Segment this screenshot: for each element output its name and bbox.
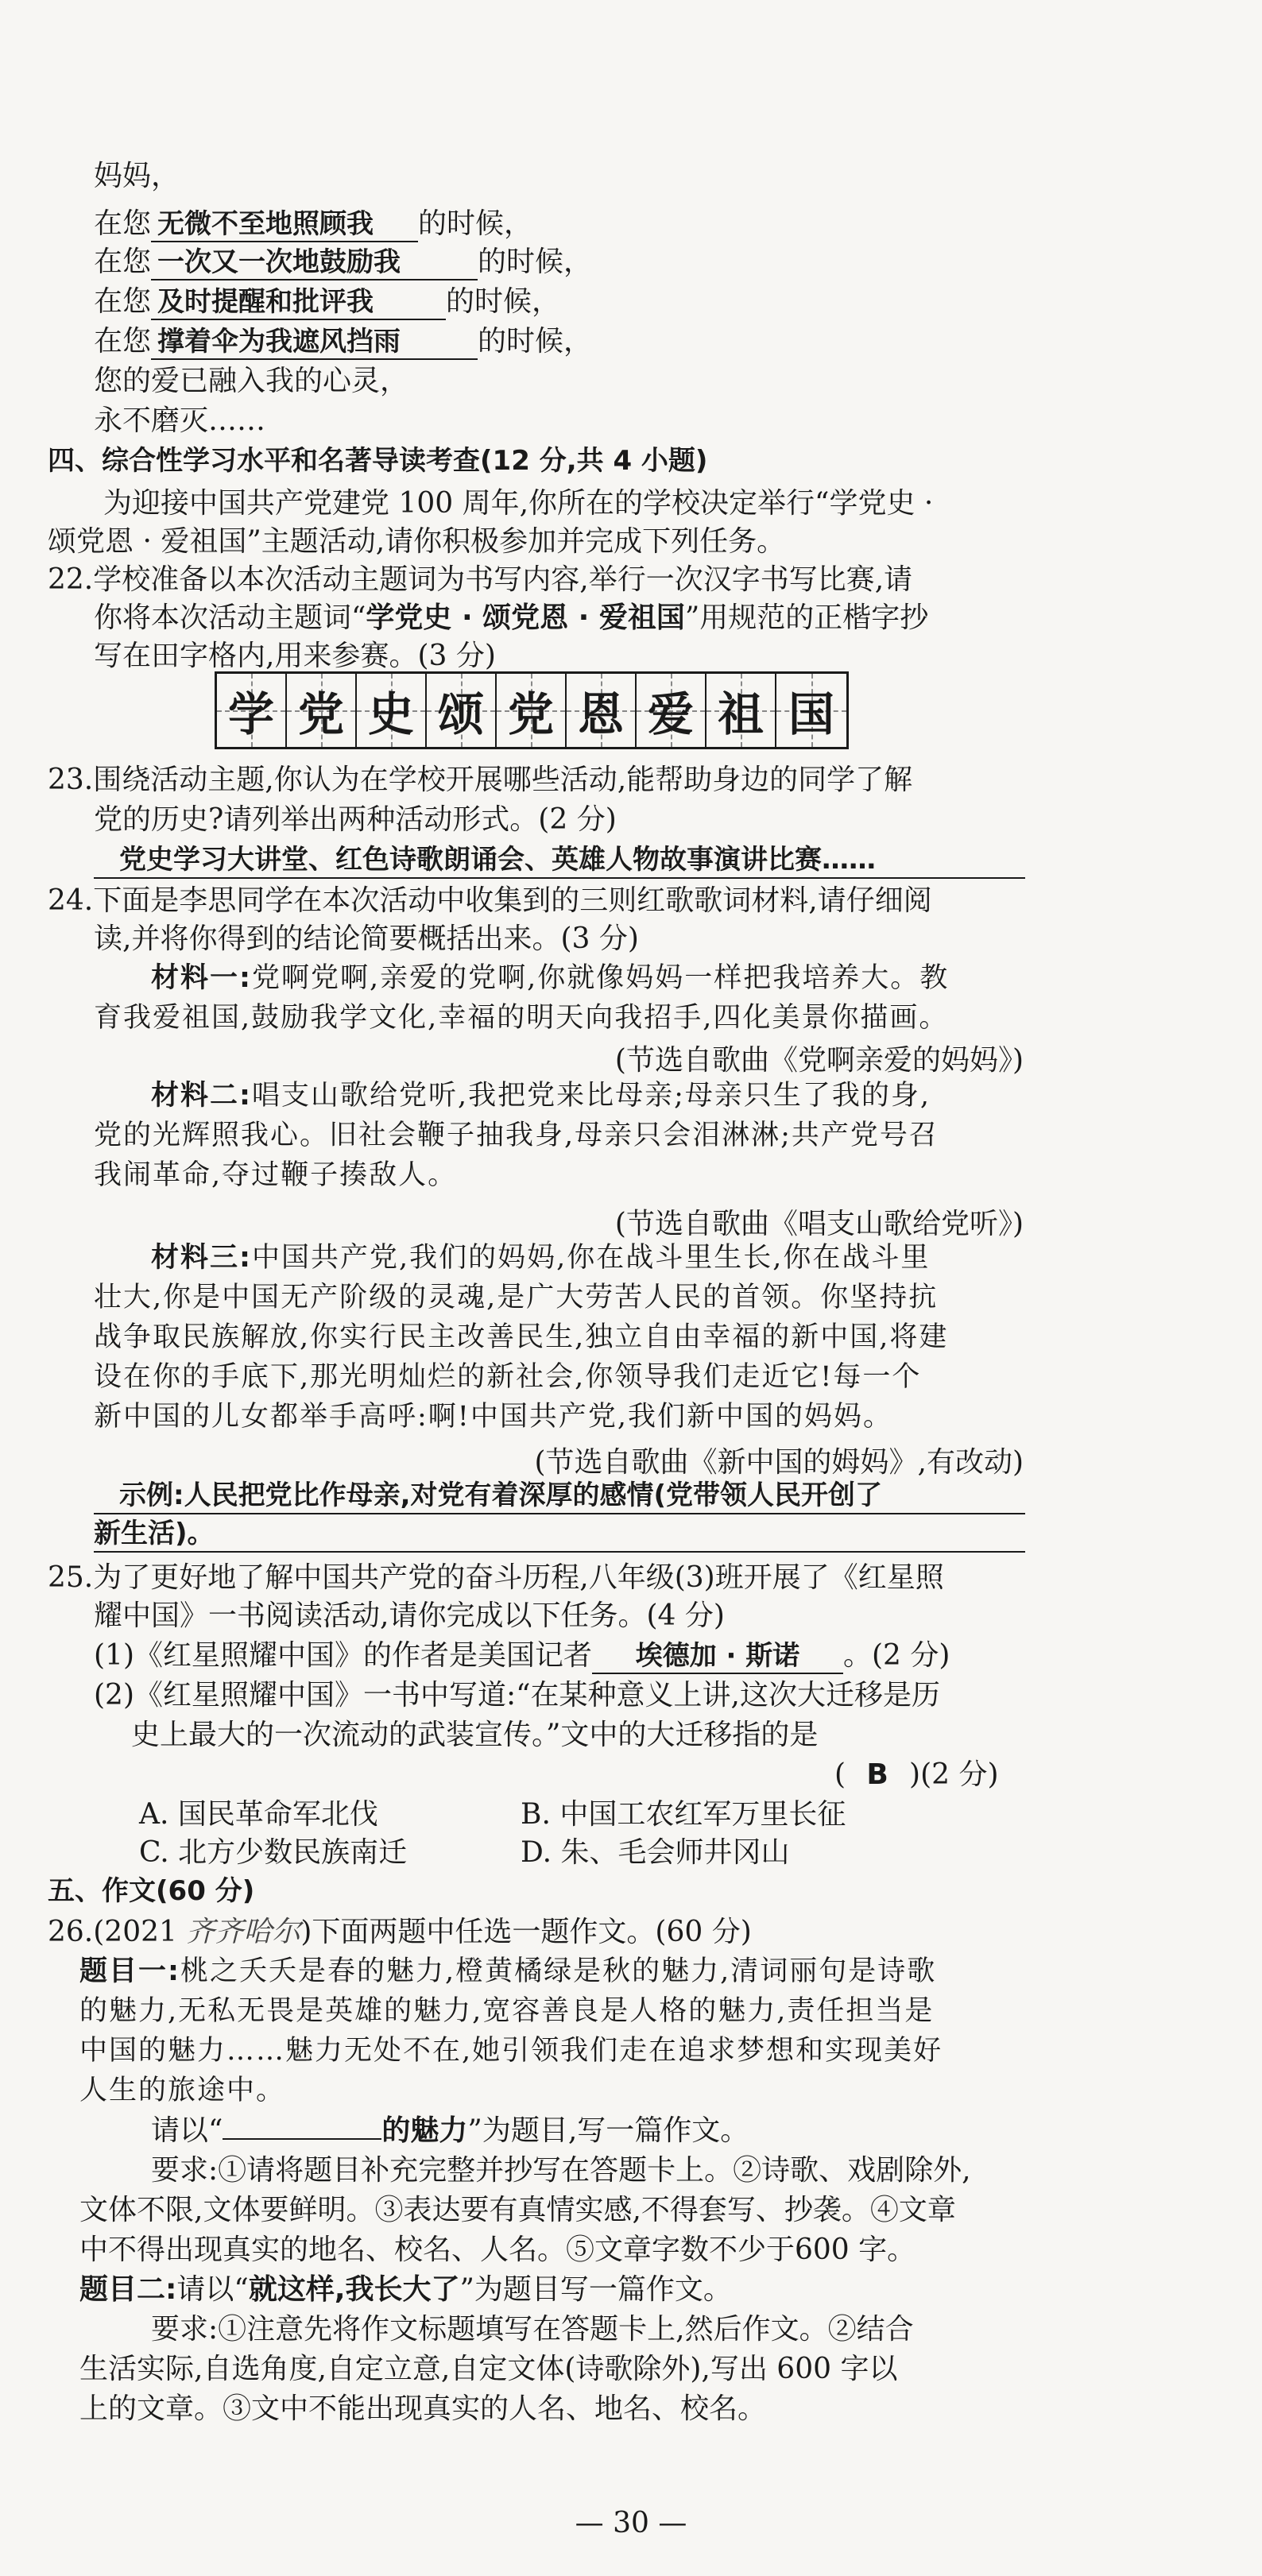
grid-cell: 党 — [497, 674, 567, 747]
question-text: 耀中国》一书阅读活动,请你完成以下任务。(4 分) — [94, 1599, 725, 1632]
option-d: D. 朱、毛会师井冈山 — [521, 1836, 790, 1869]
essay-requirements: 文体不限,文体要鲜明。③表达要有真情实感,不得套写、抄袭。④文章 — [79, 2194, 956, 2226]
essay-requirements: 中不得出现真实的地名、校名、人名。⑤文章字数不少于600 字。 — [79, 2234, 916, 2266]
material-1: 材料一:党啊党啊,亲爱的党啊,你就像妈妈一样把我培养大。教 — [151, 962, 950, 994]
poem-line: 妈妈， — [94, 160, 180, 192]
material-source: (节选自歌曲《新中国的姆妈》,有改动) — [534, 1446, 1024, 1479]
essay-requirements: 要求:①注意先将作文标题填写在答题卡上,然后作文。②结合 — [151, 2313, 914, 2346]
material-text: 育我爱祖国,鼓励我学文化,幸福的明天向我招手,四化美景你描画。 — [94, 1002, 949, 1034]
answer-blank: 及时提醒和批评我 — [151, 286, 446, 320]
poem-line: 在您 一次又一次地鼓励我 的时候， — [94, 245, 592, 280]
tianzige-grid — [215, 671, 849, 749]
grid-cell: 国 — [776, 674, 846, 747]
material-source: (节选自歌曲《唱支山歌给党听》) — [614, 1208, 1024, 1240]
essay-text: 人生的旅途中。 — [79, 2075, 286, 2106]
page-number: — 30 — — [575, 2507, 687, 2539]
poem-line: 永不磨灭…… — [94, 404, 266, 437]
material-3: 材料三:中国共产党,我们的妈妈,你在战斗里生长,你在战斗里 — [151, 1242, 931, 1274]
question-text: 写在田字格内,用来参赛。(3 分) — [94, 640, 496, 672]
question-text: 读,并将你得到的结论简要概括出来。(3 分) — [94, 922, 639, 955]
answer-text: 党史学习大讲堂、红色诗歌朗诵会、英雄人物故事演讲比赛…… — [119, 844, 876, 876]
question-text: 党的历史?请列举出两种活动形式。(2 分) — [94, 803, 617, 836]
grid-cell: 学 — [217, 674, 287, 747]
choice-answer: ( B )(2 分) — [834, 1758, 999, 1791]
grid-cell: 颂 — [427, 674, 497, 747]
answer-blank: 无微不至地照顾我 — [151, 208, 418, 242]
grid-cell: 祖 — [706, 674, 776, 747]
poem-line: 在您 撑着伞为我遮风挡雨 的时候， — [94, 324, 592, 360]
sub-question-2: (2)《红星照耀中国》一书中写道:“在某种意义上讲,这次大迁移是历 — [94, 1679, 940, 1712]
essay-text: 的魅力,无私无畏是英雄的魅力,宽容善良是人格的魅力,责任担当是 — [79, 1995, 935, 2027]
question-22: 22.学校准备以本次活动主题词为书写内容,举行一次汉字书写比赛,请 — [48, 563, 913, 596]
material-text: 壮大,你是中国无产阶级的灵魂,是广大劳苦人民的首领。你坚持抗 — [94, 1282, 939, 1313]
material-text: 战争取民族解放,你实行民主改善民生,独立自由幸福的新中国,将建 — [94, 1321, 949, 1353]
question-text: 史上最大的一次流动的武装宣传。”文中的大迁移指的是 — [131, 1719, 819, 1751]
material-text: 党的光辉照我心。旧社会鞭子抽我身,母亲只会泪淋淋;共产党号召 — [94, 1120, 939, 1151]
essay-text: 中国的魅力……魅力无处不在,她引领我们走在追求梦想和实现美好 — [79, 2035, 943, 2067]
option-b: B. 中国工农红军万里长征 — [521, 1798, 846, 1831]
answer-blank: 一次又一次地鼓励我 — [151, 246, 478, 280]
material-2: 材料二:唱支山歌给党听,我把党来比母亲;母亲只生了我的身, — [151, 1080, 931, 1112]
essay-prompt: 请以“ 的魅力”为题目,写一篇作文。 — [151, 2114, 749, 2147]
section-title: 四、综合性学习水平和名著导读考查(12 分,共 4 小题) — [48, 445, 708, 477]
question-text: 你将本次活动主题词“学党史 · 颂党恩 · 爱祖国”用规范的正楷字抄 — [94, 601, 929, 634]
answer-text: 示例:人民把党比作母亲,对党有着深厚的感情(党带领人民开创了 — [119, 1479, 883, 1511]
poem-line: 您的爱已融入我的心灵， — [94, 365, 409, 397]
answer-blank: 撑着伞为我遮风挡雨 — [151, 326, 478, 360]
option-a: A. 国民革命军北伐 — [139, 1798, 378, 1831]
section-title: 五、作文(60 分) — [48, 1875, 255, 1907]
question-23: 23.围绕活动主题,你认为在学校开展哪些活动,能帮助身边的同学了解 — [48, 764, 913, 796]
grid-cell: 恩 — [567, 674, 637, 747]
material-text: 设在你的手底下,那光明灿烂的新社会,你领导我们走近它!每一个 — [94, 1361, 922, 1393]
answer-blank: 埃德加 · 斯诺 — [592, 1640, 843, 1674]
answer-line — [94, 1513, 1025, 1514]
grid-cell: 史 — [357, 674, 427, 747]
answer-text: 新生活)。 — [94, 1518, 215, 1549]
essay-requirements: 要求:①请将题目补充完整并抄写在答题卡上。②诗歌、戏剧除外, — [151, 2154, 971, 2187]
question-25: 25.为了更好地了解中国共产党的奋斗历程,八年级(3)班开展了《红星照 — [48, 1561, 944, 1594]
essay-requirements: 上的文章。③文中不能出现真实的人名、地名、校名。 — [79, 2392, 767, 2425]
answer-line — [94, 1551, 1025, 1553]
essay-topic-2: 题目二:请以“就这样,我长大了”为题目写一篇作文。 — [79, 2273, 732, 2306]
sub-question-1: (1)《红星照耀中国》的作者是美国记者 埃德加 · 斯诺 。(2 分) — [94, 1638, 950, 1674]
section-intro: 为迎接中国共产党建党 100 周年,你所在的学校决定举行“学党史 · — [103, 487, 934, 520]
material-source: (节选自歌曲《党啊亲爱的妈妈》) — [614, 1044, 1024, 1077]
answer-line — [94, 877, 1025, 879]
grid-cell: 党 — [287, 674, 357, 747]
grid-cell: 爱 — [637, 674, 706, 747]
material-text: 我闹革命,夺过鞭子揍敌人。 — [94, 1159, 458, 1191]
poem-line: 在您 及时提醒和批评我 的时候， — [94, 284, 560, 320]
essay-topic-1: 题目一:桃之夭夭是春的魅力,橙黄橘绿是秋的魅力,清词丽句是诗歌 — [79, 1955, 937, 1987]
question-26: 26.(2021 齐齐哈尔)下面两题中任选一题作文。(60 分) — [48, 1916, 752, 1948]
material-text: 新中国的儿女都举手高呼:啊!中国共产党,我们新中国的妈妈。 — [94, 1401, 892, 1433]
essay-requirements: 生活实际,自选角度,自定立意,自定文体(诗歌除外),写出 600 字以 — [79, 2353, 898, 2385]
question-24: 24.下面是李思同学在本次活动中收集到的三则红歌歌词材料,请仔细阅 — [48, 884, 932, 917]
poem-line: 在您 无微不至地照顾我 的时候， — [94, 207, 532, 242]
option-c: C. 北方少数民族南迁 — [139, 1836, 408, 1869]
section-intro: 颂党恩 · 爱祖国”主题活动,请你积极参加并完成下列任务。 — [48, 525, 786, 558]
